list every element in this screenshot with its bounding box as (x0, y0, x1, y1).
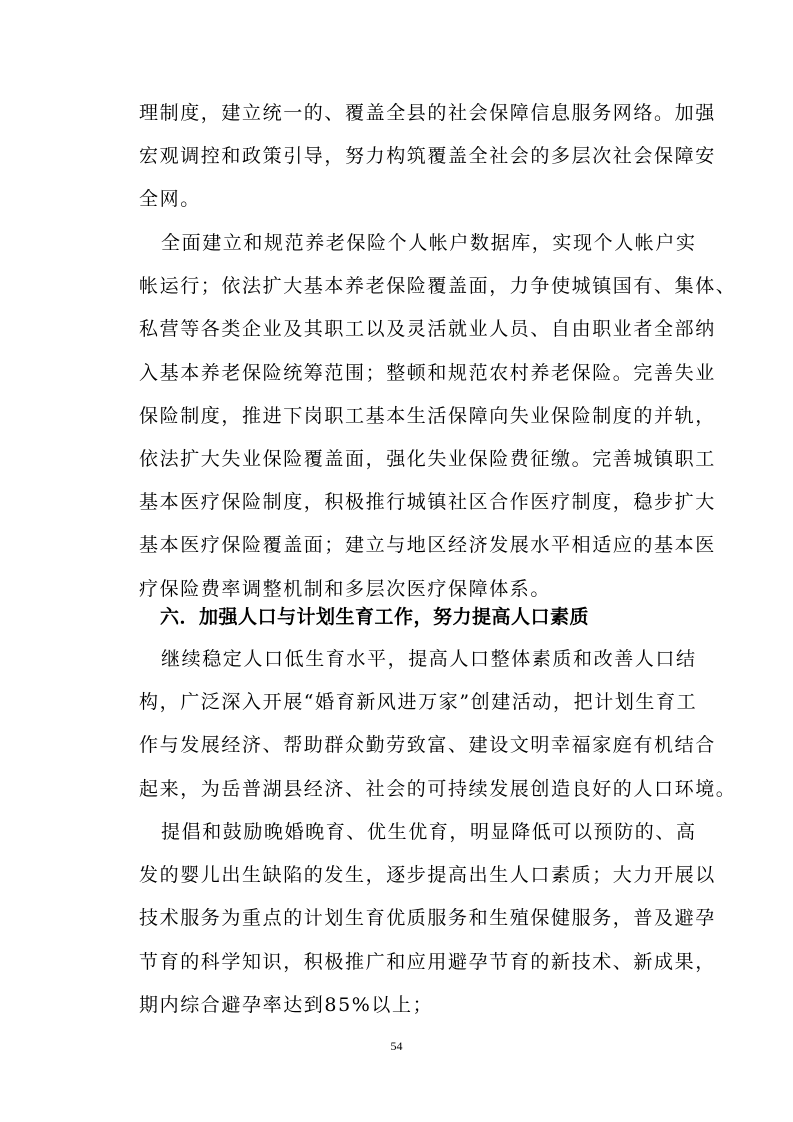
text-line: 节育的科学知识，积极推广和应用避孕节育的新技术、新成果， (139, 950, 716, 973)
text-line: 理制度，建立统一的、覆盖全县的社会保障信息服务网络。加强 (139, 102, 716, 124)
text-line: 提倡和鼓励晚婚晚育、优生优育，明显降低可以预防的、高 (161, 821, 697, 843)
text-line: 起来，为岳普湖县经济、社会的可持续发展创造良好的人口环境。 (139, 777, 737, 800)
page-number: 54 (390, 1039, 403, 1053)
text-line: 构，广泛深入开展“婚育新风进万家”创建活动，把计划生育工 (139, 691, 698, 714)
paragraph-population (139, 638, 737, 811)
text-line: 基本医疗保险制度，积极推行城镇社区合作医疗制度，稳步扩大 (139, 491, 716, 514)
paragraph-family-planning (139, 811, 716, 1027)
text-line: 作与发展经济、帮助群众勤劳致富、建设文明幸福家庭有机结合 (139, 734, 716, 757)
text-line: 帐运行；依法扩大基本养老保险覆盖面，力争使城镇国有、集体、 (139, 275, 737, 298)
section-heading: 六．加强人口与计划生育工作，努力提高人口素质 (160, 606, 590, 628)
text-line: 入基本养老保险统筹范围；整顿和规范农村养老保险。完善失业 (139, 361, 716, 384)
text-line: 保险制度，推进下岗职工基本生活保障向失业保险制度的并轨， (139, 404, 716, 427)
text-line: 发的婴儿出生缺陷的发生，逐步提高出生人口素质；大力开展以 (139, 864, 716, 887)
text-line: 全面建立和规范养老保险个人帐户数据库，实现个人帐户实 (161, 232, 697, 254)
paragraph-insurance (139, 222, 737, 611)
text-line: 基本医疗保险覆盖面；建立与地区经济发展水平相适应的基本医 (139, 534, 716, 557)
text-line: 依法扩大失业保险覆盖面，强化失业保险费征缴。完善城镇职工 (139, 447, 716, 470)
text-line: 私营等各类企业及其职工以及灵活就业人员、自由职业者全部纳 (139, 318, 716, 341)
text-line: 全网。 (139, 188, 201, 211)
text-line: 继续稳定人口低生育水平，提高人口整体素质和改善人口结 (161, 648, 697, 670)
text-line: 疗保险费率调整机制和多层次医疗保障体系。 (139, 577, 552, 600)
text-line: 期内综合避孕率达到85%以上； (139, 993, 434, 1016)
text-line: 宏观调控和政策引导，努力构筑覆盖全社会的多层次社会保障安 (139, 145, 716, 168)
text-line: 技术服务为重点的计划生育优质服务和生殖保健服务，普及避孕 (139, 907, 716, 930)
paragraph-social-security-network (139, 92, 716, 222)
